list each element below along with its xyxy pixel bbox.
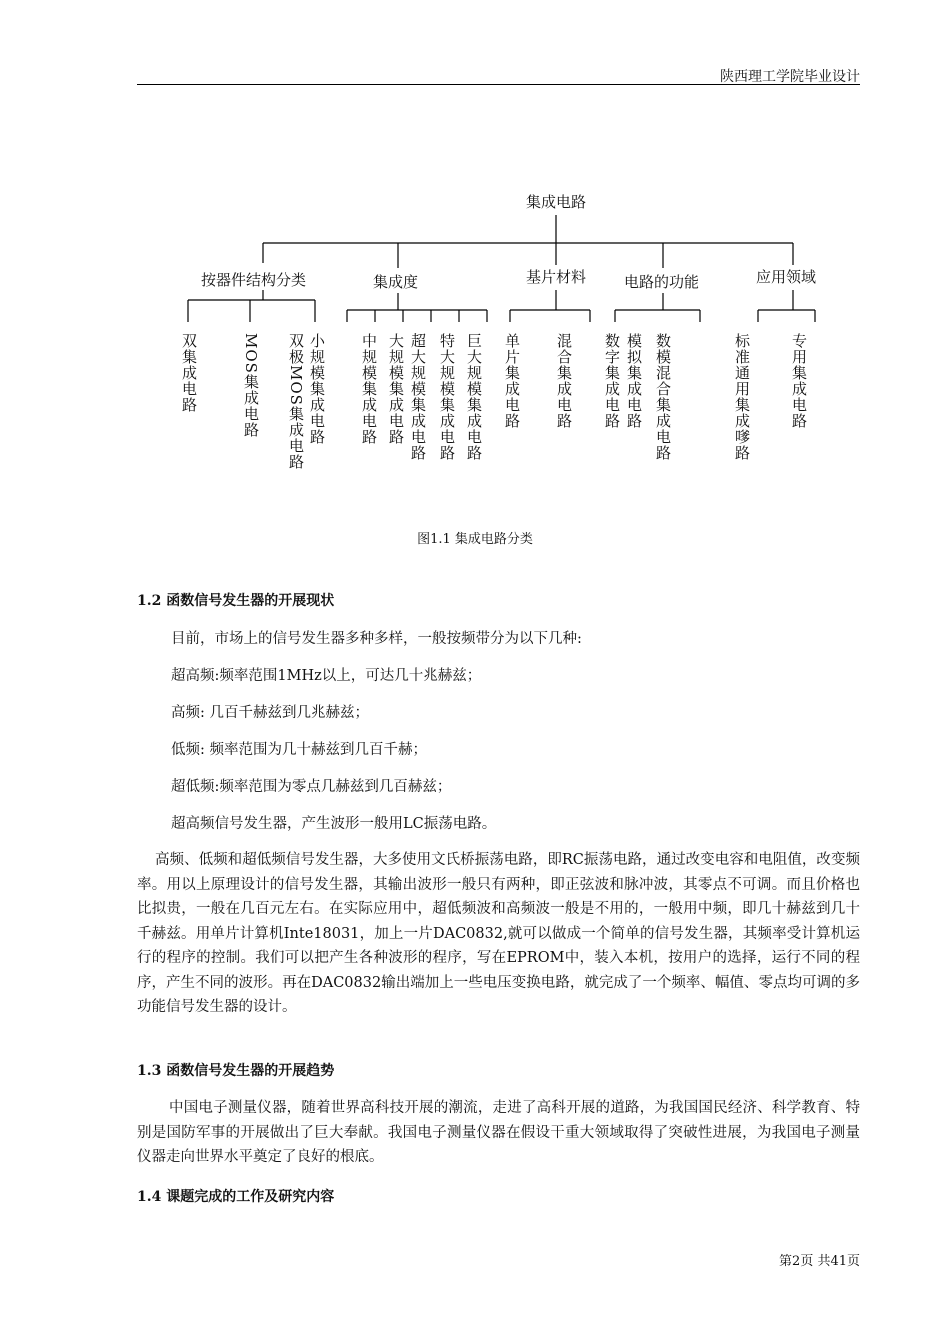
leaf-monolithic-ic: 单片集成电路 [503, 333, 521, 429]
leaf-gsi: 巨大规模集成电路 [465, 333, 483, 461]
section-1-2-line: 超高频信号发生器，产生波形一般用LC振荡电路。 [171, 816, 497, 832]
figure-caption: 图1.1 集成电路分类 [417, 532, 533, 547]
section-1-3-heading: 1.3 函数信号发生器的开展趋势 [137, 1063, 335, 1079]
leaf-msi: 中规模集成电路 [360, 333, 378, 445]
category-structure: 按器件结构分类 [201, 271, 307, 289]
tree-root: 集成电路 [526, 193, 587, 211]
leaf-ssi: 小规模集成电路 [308, 333, 326, 445]
leaf-ulsi: 特大规模集成电路 [438, 333, 456, 461]
section-1-3-paragraph-text: 中国电子测量仪器，随着世界高科技开展的潮流，走进了高科开展的道路，为我国国民经济、科学教育、特别是国防军事的开展做出了巨大奉献。我国电子测量仪器在假设干重大领域取得了突破性进展，为我国电子测量仪器走向世界水平奠定了良好的根底。 [137, 1100, 860, 1165]
leaf-mos-ic: MOS集成电路 [242, 333, 260, 438]
leaf-mixed-signal-ic: 数模混合集成电路 [654, 333, 672, 461]
leaf-vlsi: 超大规模集成电路 [409, 333, 427, 461]
header-title: 陕西理工学院毕业设计 [720, 69, 860, 85]
section-1-2-line: 高频: 几百千赫兹到几兆赫兹； [171, 705, 369, 721]
section-1-2-line: 超高频:频率范围1MHz以上，可达几十兆赫兹； [171, 668, 482, 684]
leaf-standard-ic: 标准通用集成嗲路 [733, 333, 751, 461]
section-1-2-line: 超低频:频率范围为零点几赫兹到几百赫兹； [171, 779, 452, 795]
section-1-4-heading: 1.4 课题完成的工作及研究内容 [137, 1189, 335, 1205]
category-function: 电路的功能 [624, 273, 700, 291]
page-number: 第2页 共41页 [779, 1254, 860, 1269]
leaf-digital-ic: 数字集成电路 [603, 333, 621, 429]
section-1-2-line: 低频: 频率范围为几十赫兹到几百千赫； [171, 742, 427, 758]
leaf-analog-ic: 模拟集成电路 [625, 333, 643, 429]
leaf-lsi: 大规模集成电路 [387, 333, 405, 445]
category-substrate: 基片材料 [526, 268, 587, 286]
section-1-2-paragraph-text: 高频、低频和超低频信号发生器，大多使用文氏桥振荡电路，即RC振荡电路，通过改变电容和电阻值，改变频率。用以上原理设计的信号发生器，其输出波形一般只有两种，即正弦波和脉冲波，其零点不可调。而且价格也比拟贵，一般在几百元左右。在实际应用中，超低频波和高频波一般是不用的，一般用中频，即几十赫兹到几十千赫兹。用单片计算机Inte18031，加上一片DAC0832,就可以做成一个简单的信号发生器，其频率受计算机运行的程序的控制。我们可以把产生各种波形的程序，写在EPROM中，装入本机，按用户的选择，运行不同的程序，产生不同的波形。再在DAC0832输出端加上一些电压变换电路，就完成了一个频率、幅值、零点均可调的多功能信号发生器的设计。 [137, 852, 860, 1015]
section-1-2-heading: 1.2 函数信号发生器的开展现状 [137, 593, 335, 609]
category-integration: 集成度 [373, 273, 419, 291]
leaf-asic: 专用集成电路 [790, 333, 808, 429]
category-application: 应用领域 [756, 268, 817, 286]
section-1-2-paragraph [137, 848, 860, 1020]
leaf-hybrid-ic: 混合集成电路 [555, 333, 573, 429]
leaf-bimos-ic: 双极MOS集成电路 [287, 333, 305, 470]
section-1-3-paragraph [137, 1096, 860, 1170]
section-1-2-line: 目前，市场上的信号发生器多种多样，一般按频带分为以下几种: [171, 631, 582, 647]
leaf-bipolar-ic: 双集成电路 [180, 333, 198, 413]
